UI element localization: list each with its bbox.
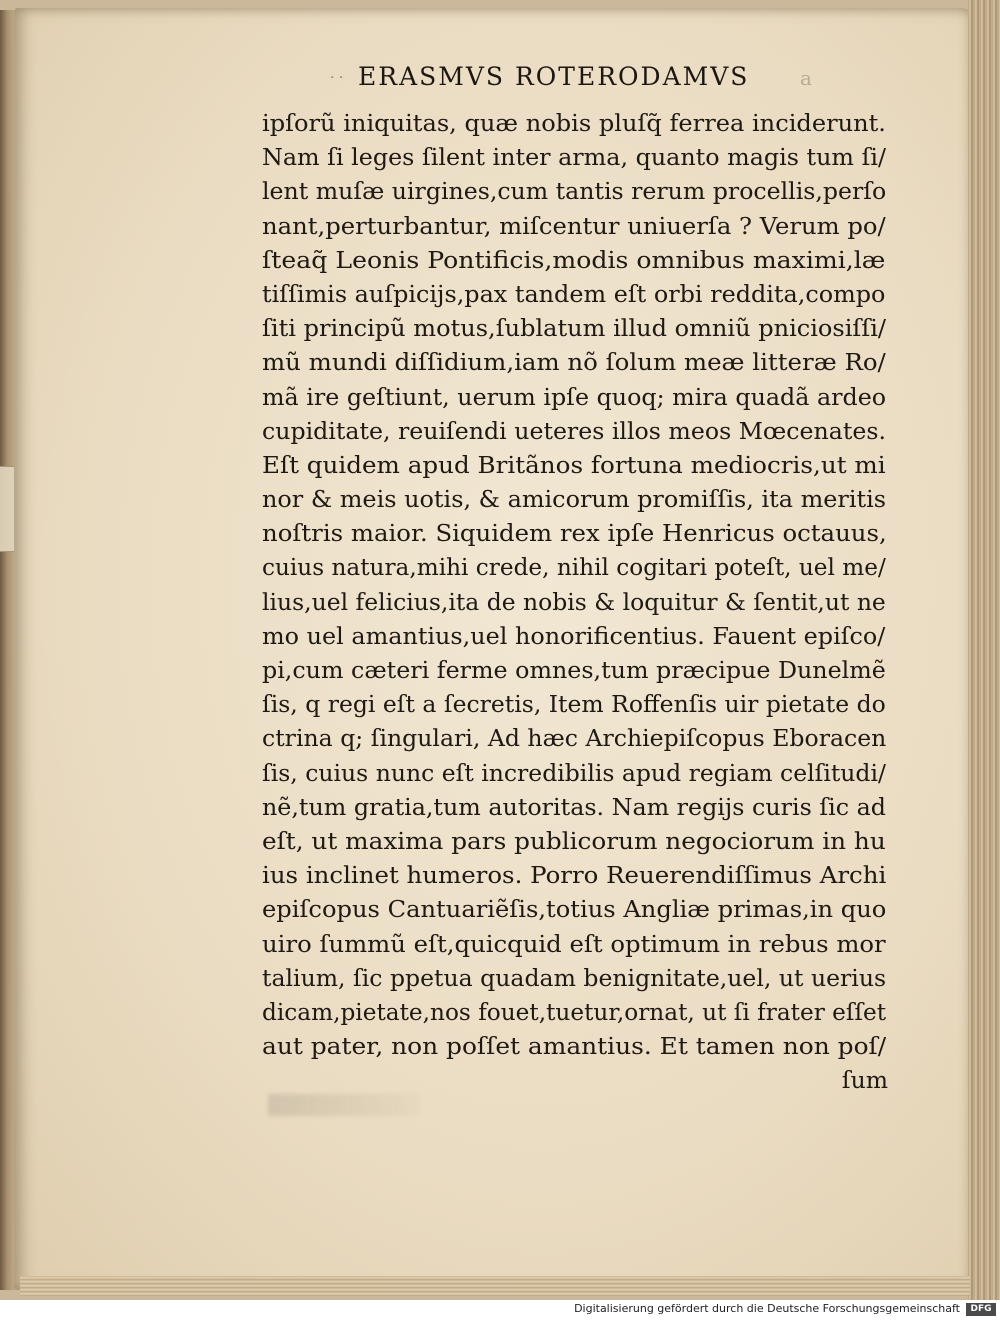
text-line: talium, ſic ppetua quadam benignitate,uel, ut uerius [262,963,887,992]
show-through-ink [268,1094,418,1116]
text-line: nẽ,tum gratia,tum autoritas. Nam regijs curis ſic ad [262,792,886,821]
text-line: aut pater, non poſſet amantius. Et tamen non poſ/ [262,1032,887,1061]
text-line: ſis, cuius nunc eſt incredibilis apud regiam celſitudi/ [262,758,886,787]
text-line: tiſſimis auſpicijs,pax tandem eſt orbi reddita,compo [262,279,886,308]
text-line: lius,uel felicius,ita de nobis & loquitur & ſentit,ut ne [262,587,886,616]
text-line: Eſt quidem apud Britãnos fortuna mediocris,ut mi [262,450,886,479]
catchword: ſum [841,1066,888,1095]
head-ornament-right: a [800,66,812,90]
text-line: ius inclinet humeros. Porro Reuerendiſſimus Archi [262,861,887,890]
text-line: mo uel amantius,uel honorificentius. Fauent epiſco/ [262,621,886,650]
funding-credit: Digitalisierung gefördert durch die Deutsche Forschungsgemeinschaft [574,1302,960,1315]
body-text [262,106,890,1097]
right-page-edges [968,0,1000,1300]
text-line: mã ire geſtiunt, uerum ipſe quoq; mira quadã ardeo [262,382,887,411]
bottom-page-edges [20,1276,970,1296]
text-line: ſteaq̃ Leonis Pontificis,modis omnibus maximi,læ [262,245,886,274]
text-line: cupiditate, reuiſendi ueteres illos meos Mœcenates. [262,416,887,445]
text-line: cuius natura,mihi crede, nihil cogitari poteſt, uel me/ [262,553,886,582]
text-line: ctrina q; ſingulari, Ad hæc Archiepiſcopus Eboracen [262,724,887,753]
text-line: mũ mundi diſſidium,iam nõ ſolum meæ litteræ Ro/ [262,348,886,377]
text-line: ſis, q regi eſt a ſecretis, Item Roffenſis uir pietate do [262,690,886,719]
text-line: ipſorũ iniquitas, quæ nobis pluſq̃ ferrea inciderunt. [262,109,886,137]
text-line: eſt, ut maxima pars publicorum negociorum in hu [262,826,886,855]
text-line: nor & meis uotis, & amicorum promiſſis, ita meritis [262,485,887,514]
text-line: epiſcopus Cantuariẽſis,totius Angliæ primas,in quo [262,895,887,924]
text-line: ſiti principũ motus,ſublatum illud omniũ pniciosiſſi/ [262,314,887,343]
running-head: ERASMVS ROTERODAMVS [358,62,750,91]
text-line: Nam ſi leges ſilent inter arma, quanto magis tum ſi/ [262,143,887,172]
head-ornament-left: · · [330,70,344,86]
footer-bar [0,1300,1000,1320]
text-line: dicam,pietate,nos fouet,tuetur,ornat, ut ſi frater eſſet [262,997,887,1026]
dfg-logo: DFG [966,1303,996,1316]
text-line: noſtris maior. Siquidem rex ipſe Henricus octauus, [262,519,887,548]
text-line: nant,perturbantur, miſcentur uniuerſa ? Verum po/ [262,211,886,240]
text-line: lent muſæ uirgines,cum tantis rerum procellis,perſo [262,177,887,206]
text-line: pi,cum cæteri ferme omnes,tum præcipue Dunelmẽ [262,656,886,684]
text-line: uiro ſummũ eſt,quicquid eſt optimum in rebus mor [262,929,886,958]
